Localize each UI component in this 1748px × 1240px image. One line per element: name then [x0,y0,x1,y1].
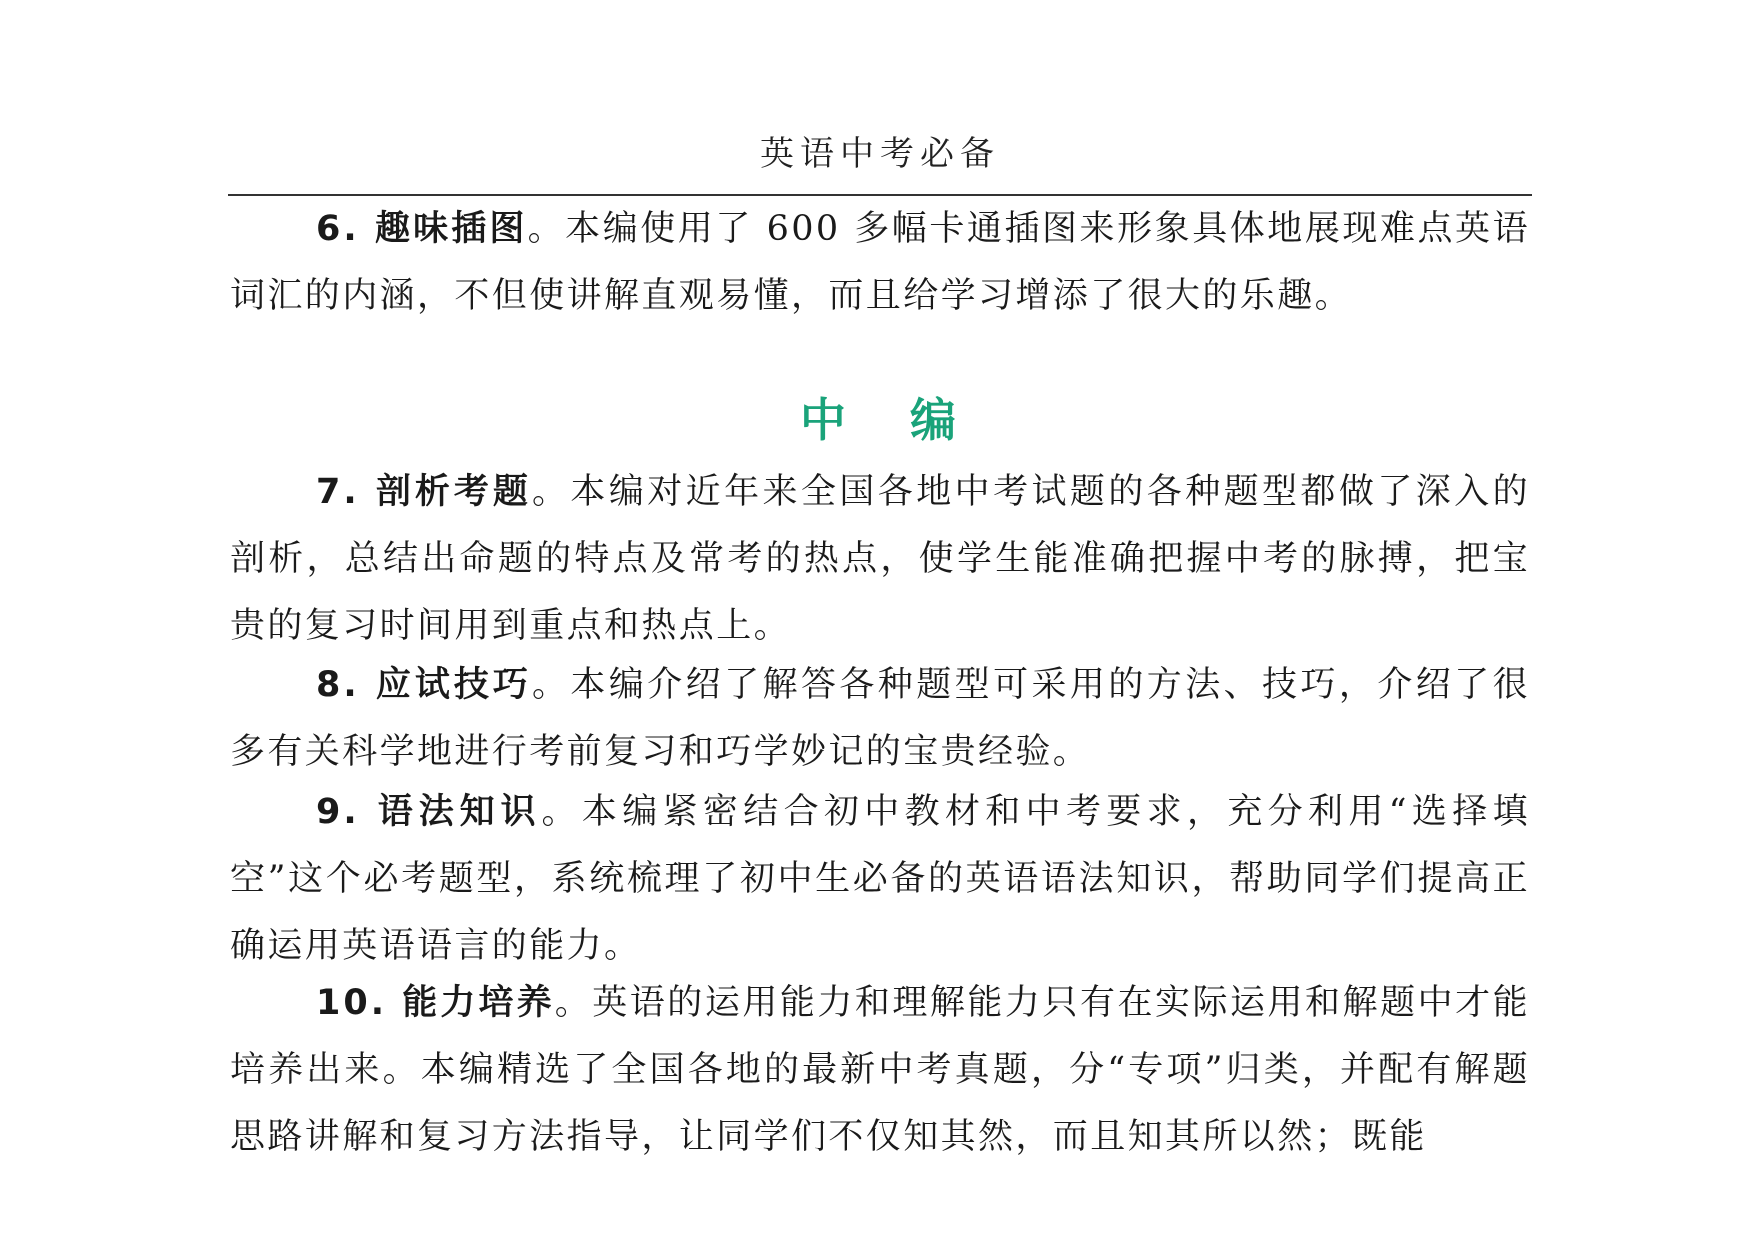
paragraph-text: 。本编紧密结合初中教材和中考要求，充分利用“选择填空”这个必考题型，系统梳理了初中生必备的英语语法知识，帮助同学们提高正确运用英语语言的能力。 [230,792,1530,966]
paragraph-lead: 10. 能力培养 [316,983,555,1023]
paragraph-lead: 9. 语法知识 [316,792,542,832]
paragraph-6 [230,196,1530,330]
section-heading-char: 编 [910,393,960,447]
paragraph-text: 。英语的运用能力和理解能力只有在实际运用和解题中才能培养出来。本编精选了全国各地的最新中考真题，分“专项”归类，并配有解题思路讲解和复习方法指导，让同学们不仅知其然，而且知其所以然；既能 [230,983,1531,1157]
paragraph-7 [230,459,1530,660]
section-heading-char: 中 [800,393,850,447]
paragraph-text: 。本编介绍了解答各种题型可采用的方法、技巧，介绍了很多有关科学地进行考前复习和巧学妙记的宝贵经验。 [230,665,1530,772]
paragraph-text: 。本编对近年来全国各地中考试题的各种题型都做了深入的剖析，总结出命题的特点及常考的热点，使学生能准确把握中考的脉搏，把宝贵的复习时间用到重点和热点上。 [230,472,1530,646]
paragraph-lead: 8. 应试技巧 [316,665,532,705]
paragraph-10 [230,970,1530,1171]
running-header: 英语中考必备 [760,134,1000,174]
section-heading [228,390,1532,450]
paragraph-9 [230,779,1530,980]
paragraph-lead: 6. 趣味插图 [316,209,528,249]
paragraph-lead: 7. 剖析考题 [316,472,532,512]
paragraph-8 [230,652,1530,786]
paragraph-text: 。本编使用了 600 多幅卡通插图来形象具体地展现难点英语词汇的内涵，不但使讲解直观易懂，而且给学习增添了很大的乐趣。 [230,209,1530,316]
